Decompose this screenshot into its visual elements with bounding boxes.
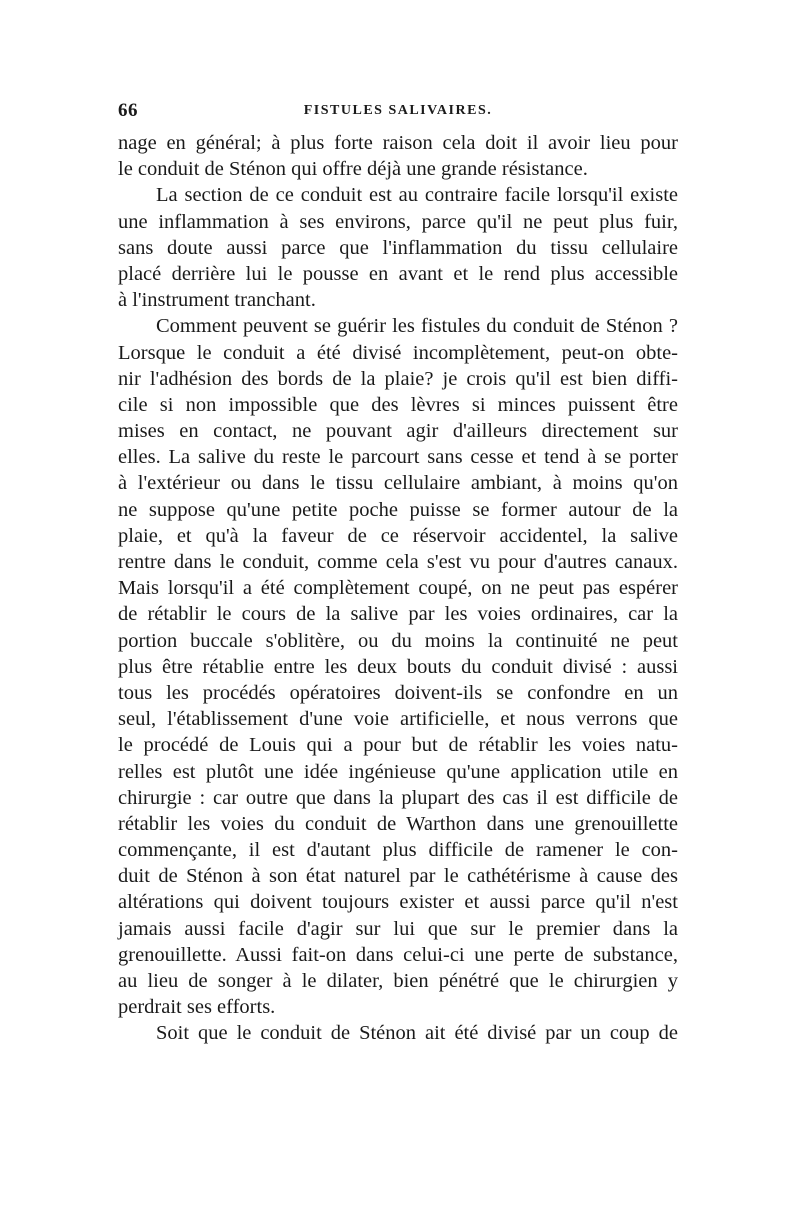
text-line: sans doute aussi parce que l'inflammation du tissu cellulaire	[118, 236, 678, 259]
text-line: Soit que le conduit de Sténon ait été divisé par un coup de	[156, 1022, 678, 1045]
text-line: ne suppose qu'une petite poche puisse se former autour de la	[118, 498, 678, 521]
text-line: mises en contact, ne pouvant agir d'ailleurs directement sur	[118, 420, 678, 443]
text-line: le conduit de Sténon qui offre déjà une grande résistance.	[118, 158, 588, 181]
text-line: de rétablir le cours de la salive par les voies ordinaires, car la	[118, 603, 678, 626]
body-text	[118, 130, 678, 1047]
text-line: Comment peuvent se guérir les fistules du conduit de Sténon ?	[156, 315, 678, 338]
running-head	[118, 100, 678, 126]
text-line: altérations qui doivent toujours exister et aussi parce qu'il n'est	[118, 891, 678, 914]
text-line: à l'extérieur ou dans le tissu cellulaire ambiant, à moins qu'on	[118, 472, 678, 495]
text-line: jamais aussi facile d'agir sur lui que sur le premier dans la	[118, 917, 678, 940]
text-line: nir l'adhésion des bords de la plaie? je crois qu'il est bien diffi-	[118, 367, 678, 390]
text-line: placé derrière lui le pousse en avant et le rend plus accessible	[118, 262, 678, 285]
text-line: à l'instrument tranchant.	[118, 289, 316, 312]
page-number: 66	[118, 100, 138, 121]
text-line: commençante, il est d'autant plus difficile de ramener le con-	[118, 839, 678, 862]
text-line: perdrait ses efforts.	[118, 996, 276, 1019]
text-line: le procédé de Louis qui a pour but de rétablir les voies natu-	[118, 734, 678, 757]
text-line: plaie, et qu'à la faveur de ce réservoir accidentel, la salive	[118, 524, 678, 547]
text-line: duit de Sténon à son état naturel par le cathétérisme à cause des	[118, 865, 678, 888]
text-line: tous les procédés opératoires doivent-ils se confondre en un	[118, 681, 678, 704]
book-page	[118, 100, 678, 1047]
text-line: Lorsque le conduit a été divisé incomplètement, peut-on obte-	[118, 341, 678, 364]
text-line: La section de ce conduit est au contraire facile lorsqu'il existe	[156, 184, 678, 207]
text-line: rentre dans le conduit, comme cela s'est vu pour d'autres canaux.	[118, 551, 678, 573]
text-line: Mais lorsqu'il a été complètement coupé, on ne peut pas espérer	[118, 577, 678, 600]
text-line: relles est plutôt une idée ingénieuse qu'une application utile en	[118, 760, 678, 783]
text-line: une inflammation à ses environs, parce qu'il ne peut plus fuir,	[118, 210, 678, 233]
text-line: nage en général; à plus forte raison cela doit il avoir lieu pour	[118, 132, 678, 154]
text-line: rétablir les voies du conduit de Warthon dans une grenouillette	[118, 812, 678, 835]
text-line: chirurgie : car outre que dans la plupart des cas il est difficile de	[118, 786, 678, 809]
text-line: plus être rétablie entre les deux bouts du conduit divisé : aussi	[118, 655, 678, 678]
text-line: au lieu de songer à le dilater, bien pénétré que le chirurgien y	[118, 970, 678, 992]
text-line: grenouillette. Aussi fait-on dans celui-ci une perte de substance,	[118, 943, 678, 966]
text-line: seul, l'établissement d'une voie artificielle, et nous verrons que	[118, 708, 678, 731]
text-line: portion buccale s'oblitère, ou du moins la continuité ne peut	[118, 629, 678, 652]
text-line: elles. La salive du reste le parcourt sans cesse et tend à se porter	[118, 446, 678, 469]
running-title: FISTULES SALIVAIRES.	[303, 103, 493, 118]
text-line: cile si non impossible que des lèvres si minces puissent être	[118, 393, 678, 416]
